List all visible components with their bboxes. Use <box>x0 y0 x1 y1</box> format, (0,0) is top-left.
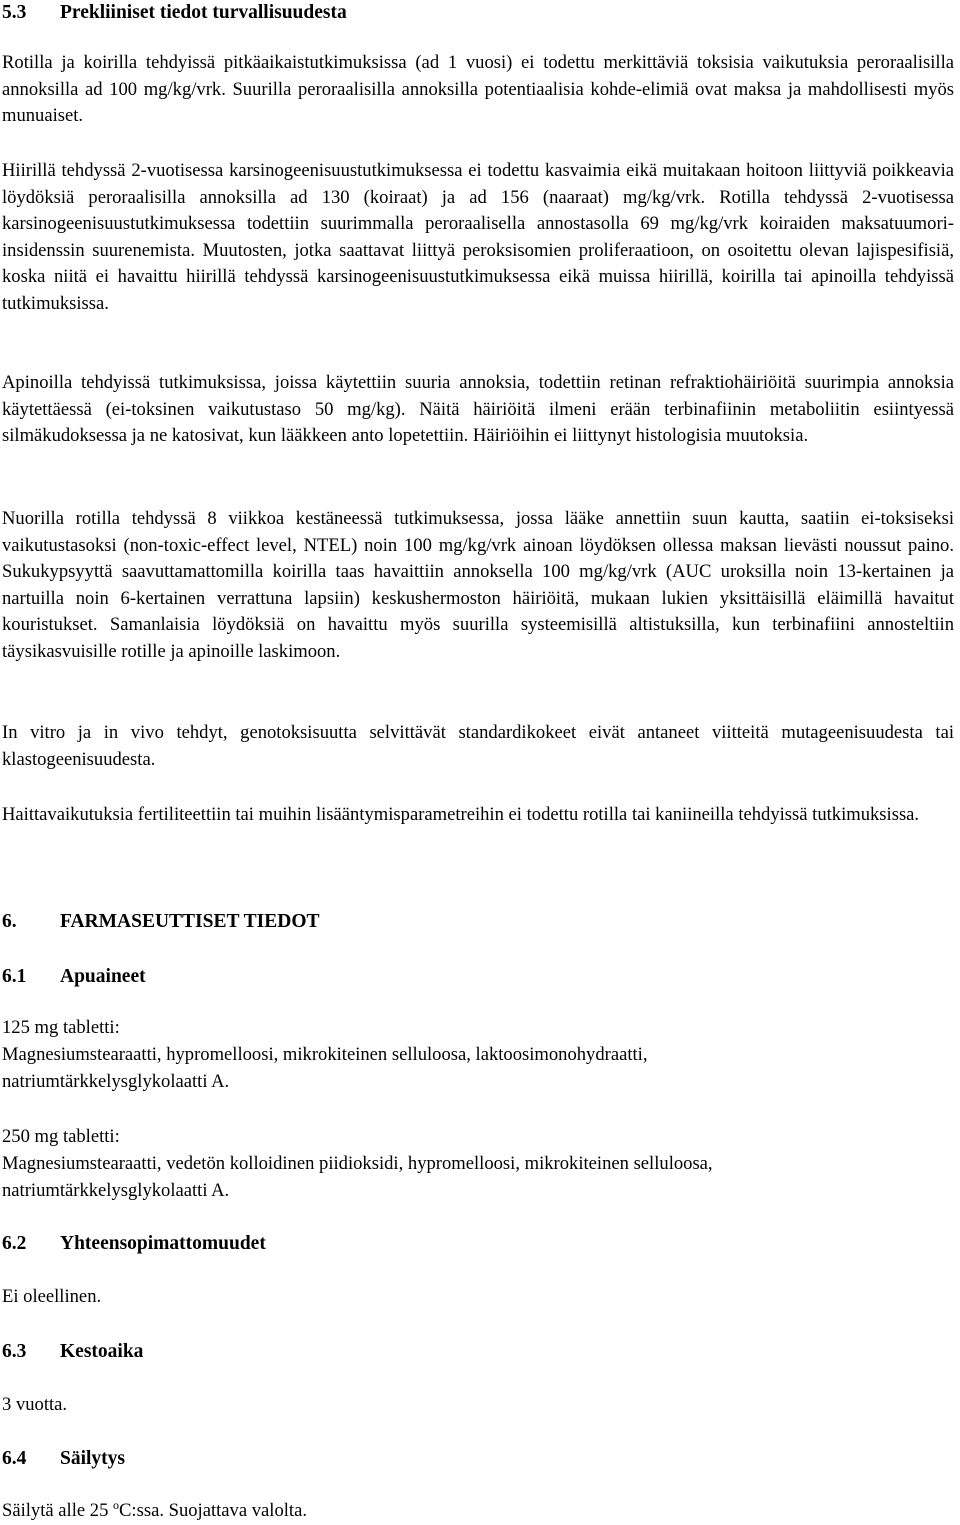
paragraph-text: Haittavaikutuksia fertiliteettiin tai muihin lisääntymisparametreihin ei todettu rotilla tai kaniineilla tehdyissä tutkimuksissa. <box>2 804 920 825</box>
section-number: 6.2 <box>2 1233 27 1254</box>
section-title: Yhteensopimattomuudet <box>60 1233 266 1254</box>
paragraph-text: Nuorilla rotilla tehdyssä 8 viikkoa kestäneessä tutkimuksessa, jossa lääke annettiin suun kautta, saatiin ei-toksiseksi vaikutustasoksi (non-toxic-effect level, NTEL) noin 100 mg/kg/vrk ainoan löydöksen ollessa maksan lievästi noussut paino. Sukukypsyyttä saavuttamattomilla koirilla taas havaittiin annoksella 100 mg/kg/vrk (AUC uroksilla noin 13-kertainen ja nartuilla noin 6-kertainen verrattuna lapsiin) keskushermoston häiriöitä, mukaan lukien yksittäisillä eläimillä havaitut kouristukset. Samanlaisia löydöksiä on havaittu myös suurilla systeemisillä altistuksilla, kun terbinafiini annosteltiin täysikasvuisille rotille ja apinoille laskimoon. <box>2 508 954 662</box>
paragraph-long-term-studies <box>2 50 954 130</box>
section-heading-6 <box>2 910 320 934</box>
paragraph-text: Rotilla ja koirilla tehdyissä pitkäaikaistutkimuksissa (ad 1 vuosi) ei todettu merkittäviä toksisia vaikutuksia peroraalisilla annoksilla ad 100 mg/kg/vrk. Suurilla peroraalisilla annoksilla potentiaalisia kohde-elimiä ovat maksa ja mahdollisesti myös munuaiset. <box>2 52 954 126</box>
section-heading-6-4 <box>2 1447 125 1471</box>
paragraph-monkey-studies <box>2 370 954 450</box>
section-number: 6.1 <box>2 966 27 987</box>
section-heading-6-1 <box>2 965 146 989</box>
section-title: Säilytys <box>60 1448 126 1469</box>
paragraph-text: In vitro ja in vivo tehdyt, genotoksisuutta selvittävät standardikokeet eivät antaneet viitteitä mutageenisuudesta tai klastogeenisuudesta. <box>2 722 954 770</box>
shelf-life-text: 3 vuotta. <box>2 1394 68 1415</box>
paragraph-text: Apinoilla tehdyissä tutkimuksissa, joissa käytettiin suuria annoksia, todettiin retinan refraktiohäiriöitä suurimpia annoksia käytettäessä (ei-toksinen vaikutustaso 50 mg/kg). Näitä häiriöitä ilmeni erään terbinafiinin metaboliitin esiintyessä silmäkudoksessa ja ne katosivat, kun lääkkeen anto lopetettiin. Häiriöihin ei liittynyt histologisia muutoksia. <box>2 372 954 446</box>
incompatibilities-text: Ei oleellinen. <box>2 1286 102 1307</box>
section-title: Kestoaika <box>60 1341 144 1362</box>
section-heading-6-3 <box>2 1340 143 1364</box>
paragraph-juvenile-studies <box>2 506 954 665</box>
storage-text-end: C:ssa. Suojattava valolta. <box>119 1500 308 1521</box>
section-heading-5-3 <box>2 1 347 25</box>
degree-symbol: o <box>113 1498 120 1512</box>
tablet-125-excipients-line2: natriumtärkkelysglykolaatti A. <box>2 1071 230 1092</box>
section-title: Prekliiniset tiedot turvallisuudesta <box>60 2 347 23</box>
paragraph-fertility <box>2 802 954 829</box>
tablet-250-excipients-line2: natriumtärkkelysglykolaatti A. <box>2 1180 230 1201</box>
section-title: Apuaineet <box>60 966 146 987</box>
tablet-250-excipients-line1: Magnesiumstearaatti, vedetön kolloidinen piidioksidi, hypromelloosi, mikrokiteinen selluloosa, <box>2 1153 713 1174</box>
section-title: FARMASEUTTISET TIEDOT <box>60 911 320 932</box>
paragraph-text: Hiirillä tehdyssä 2-vuotisessa karsinogeenisuustutkimuksessa ei todettu kasvaimia eikä muitakaan hoitoon liittyviä poikkeavia löydöksiä peroraalisilla annoksilla ad 130 (koiraat) ja ad 156 (naaraat) mg/kg/vrk. Rotilla tehdyssä 2-vuotisessa karsinogeenisuustutkimuksessa todettiin suurimmalla peroraalisella annostasolla 69 mg/kg/vrk koiraiden maksatuumori-insidenssin suurenemista. Muutosten, jotka saattavat liittyä peroksisomien proliferaatioon, on osoitettu olevan lajispesifisiä, koska niitä ei havaittu hiirillä tehdyssä karsinogeenisuustutkimuksessa eikä muissa hiirillä, koirilla tai apinoilla tehdyissä tutkimuksissa. <box>2 160 954 314</box>
storage-text-start: Säilytä alle 25 <box>2 1500 109 1521</box>
section-heading-6-2 <box>2 1232 266 1256</box>
tablet-125-label: 125 mg tabletti: <box>2 1017 120 1038</box>
section-number: 5.3 <box>2 2 27 23</box>
section-number: 6. <box>2 911 17 932</box>
tablet-250-label: 250 mg tabletti: <box>2 1126 120 1147</box>
storage-text <box>2 1498 307 1525</box>
paragraph-carcinogenicity <box>2 158 954 317</box>
paragraph-genotoxicity <box>2 720 954 773</box>
section-number: 6.4 <box>2 1448 27 1469</box>
tablet-125-excipients-line1: Magnesiumstearaatti, hypromelloosi, mikrokiteinen selluloosa, laktoosimonohydraatti, <box>2 1044 648 1065</box>
section-number: 6.3 <box>2 1341 27 1362</box>
